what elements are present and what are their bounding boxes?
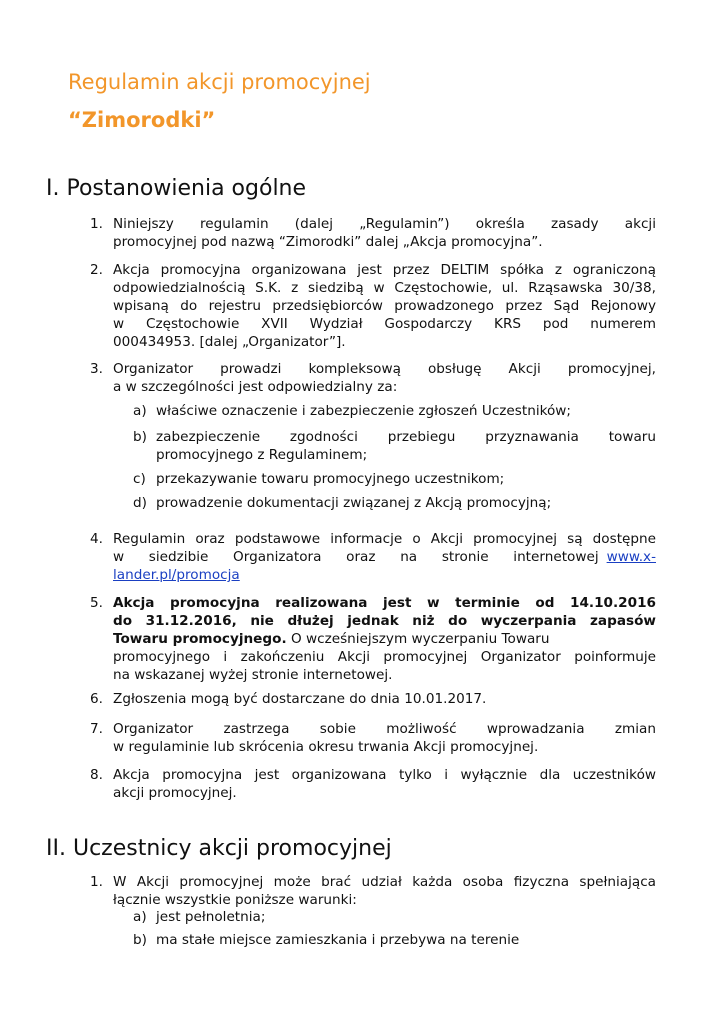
item-text: akcji promocyjnej. [113,785,237,801]
item-text-line: w Częstochowie XVII Wydział Gospodarczy KRS pod numerem [113,316,656,332]
item-text-line: Organizator zastrzega sobie możliwość wprowadzania zmian [113,721,656,737]
sub-list-item [133,931,656,949]
item-bold-line: do 31.12.2016, nie dłużej jednak niż do wyczerpania zapasów [113,613,656,629]
document-title: Regulamin akcji promocyjnej [68,70,371,94]
sub-list-item [133,908,656,926]
item-text-line: w siedzibie Organizatora oraz na stronie internetowej [113,549,599,565]
list-item [90,215,656,251]
sub-list-item [133,402,656,420]
item-text: na wskazanej wyżej stronie internetowej. [113,667,393,683]
item-number: 7. [90,721,103,737]
sub-item-letter: a) [133,909,147,925]
item-text-line: Akcja promocyjna organizowana jest przez DELTIM spółka z ograniczoną [113,262,656,278]
sub-item-letter: c) [133,471,146,487]
item-text-line: Organizator prowadzi kompleksową obsługę Akcji promocyjnej, [113,361,656,377]
sub-item-text: właściwe oznaczenie i zabezpieczenie zgłoszeń Uczestników; [156,403,571,419]
item-number: 3. [90,361,103,377]
sub-item-letter: d) [133,495,147,511]
item-text-line: odpowiedzialnością S.K. z siedzibą w Częstochowie, ul. Rząsawska 30/38, [113,280,656,296]
list-item [90,530,656,584]
list-item [90,766,656,802]
sub-item-letter: b) [133,932,147,948]
item-text: 000434953. [dalej „Organizator”]. [113,334,346,350]
item-number: 1. [90,216,103,232]
section-heading-2: II. Uczestnicy akcji promocyjnej [46,836,392,861]
item-text: O wcześniejszym wyczerpaniu Towaru [286,631,550,647]
item-number: 5. [90,595,103,611]
item-text: łącznie wszystkie poniższe warunki: [113,892,357,908]
list-item [90,873,656,909]
promo-page-link[interactable]: www.x- [606,549,656,565]
sub-list-item [133,470,656,488]
list-item [90,720,656,756]
item-text: w regulaminie lub skrócenia okresu trwania Akcji promocyjnej. [113,739,539,755]
sub-item-text: jest pełnoletnia; [156,909,266,925]
section-heading-1: I. Postanowienia ogólne [46,176,307,201]
item-text-line: W Akcji promocyjnej może brać udział każda osoba fizyczna spełniająca [113,874,656,890]
item-text: Zgłoszenia mogą być dostarczane do dnia 10.01.2017. [113,691,487,707]
promo-page-link-continued[interactable]: lander.pl/promocja [113,567,240,583]
list-item [90,261,656,351]
item-text: promocyjnej pod nazwą “Zimorodki” dalej „Akcja promocyjna”. [113,234,543,250]
item-text-line: Akcja promocyjna jest organizowana tylko i wyłącznie dla uczestników [113,767,656,783]
sub-item-text: prowadzenie dokumentacji związanej z Akcją promocyjną; [156,495,552,511]
sub-item-letter: a) [133,403,147,419]
item-bold-text: Towaru promocyjnego. [113,631,287,647]
list-item [90,594,656,684]
item-number: 8. [90,767,103,783]
item-number: 6. [90,691,103,707]
document-subtitle: “Zimorodki” [68,108,216,132]
sub-list-item [133,494,656,512]
sub-item-text: ma stałe miejsce zamieszkania i przebywa na terenie [156,932,520,948]
sub-item-letter: b) [133,429,147,445]
list-item [90,360,656,396]
item-number: 4. [90,531,103,547]
item-bold-line: Akcja promocyjna realizowana jest w terminie od 14.10.2016 [113,595,656,611]
sub-item-text: przekazywanie towaru promocyjnego uczestnikom; [156,471,505,487]
item-text: a w szczególności jest odpowiedzialny za: [113,379,398,395]
sub-item-text-line: zabezpieczenie zgodności przebiegu przyznawania towaru [156,429,656,445]
item-text-line: promocyjnego i zakończeniu Akcji promocyjnej Organizator poinformuje [113,649,656,665]
sub-item-text: promocyjnego z Regulaminem; [156,447,368,463]
item-number: 2. [90,262,103,278]
item-text-line: Niniejszy regulamin (dalej „Regulamin”) określa zasady akcji [113,216,656,232]
item-text-line: Regulamin oraz podstawowe informacje o Akcji promocyjnej są dostępne [113,531,656,547]
list-item [90,690,656,708]
sub-list-item [133,428,656,464]
item-text-line: wpisaną do rejestru przedsiębiorców prowadzonego przez Sąd Rejonowy [113,298,656,314]
item-number: 1. [90,874,103,890]
